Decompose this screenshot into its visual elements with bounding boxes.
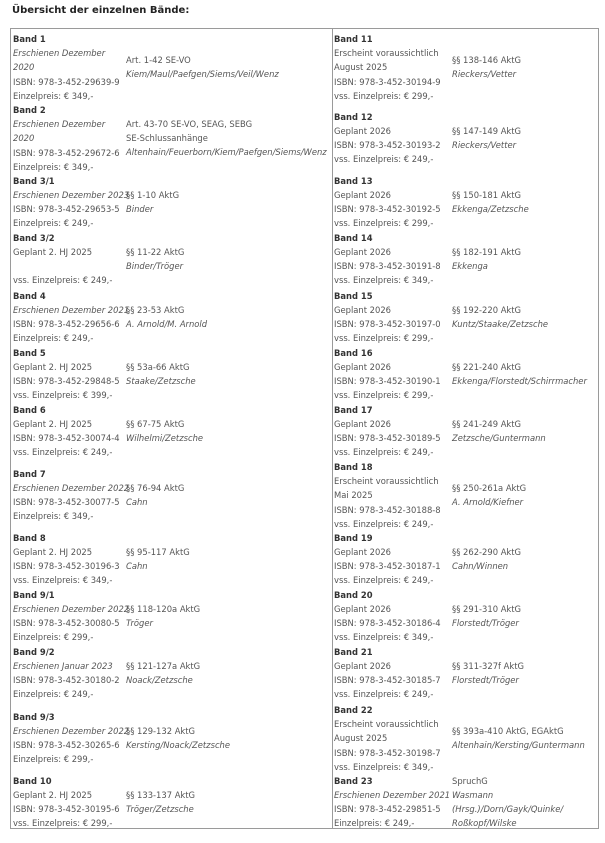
volume-articles: §§ 241-249 AktG [452,419,522,429]
volume-entry [334,531,522,585]
volume-isbn: ISBN: 978-3-452-30080-5 [13,618,120,628]
volume-status: Geplant 2. HJ 2025 [13,419,93,429]
volume-number: Band 15 [334,291,373,301]
volume-number: Band 17 [334,405,373,415]
volume-isbn: ISBN: 978-3-452-29639-9 [13,77,120,87]
volume-number: Band 3/2 [13,233,55,243]
volume-price: Einzelpreis: € 349,- [13,511,94,521]
volume-status: Geplant 2026 [334,419,391,429]
volume-status: Geplant 2026 [334,604,391,614]
volume-status: Geplant 2026 [334,247,391,257]
volume-authors: Tröger [126,618,153,628]
volume-authors: Cahn/Winnen [452,561,509,571]
volume-number: Band 9/2 [13,647,55,657]
volume-articles: §§ 221-240 AktG [452,362,522,372]
volume-status: Geplant 2026 [334,661,391,671]
volume-number: Band 22 [334,705,373,715]
volume-price: vss. Einzelpreis: € 349,- [13,575,113,585]
volume-isbn: ISBN: 978-3-452-30188-8 [334,505,441,515]
volume-articles: SpruchG [452,776,488,786]
volume-authors: Kersting/Noack/Zetzsche [126,740,231,750]
volume-status: Erscheint voraussichtlich [334,48,439,58]
volume-authors: Tröger/Zetzsche [126,804,194,814]
volume-articles: §§ 11-22 AktG [126,247,185,257]
volume-articles: Art. 43-70 SE-VO, SEAG, SEBG [126,119,253,129]
volume-price: vss. Einzelpreis: € 249,- [13,447,113,457]
volumes-table [10,28,599,829]
volume-status: Erschienen Dezember 2021 [13,305,130,315]
volume-authors: Binder [126,204,154,214]
volume-authors: A. Arnold/Kiefner [452,497,524,507]
volume-entry [13,403,204,457]
volume-articles: §§ 76-94 AktG [126,483,185,493]
volume-entry [334,289,549,343]
volume-number: Band 14 [334,233,373,243]
volume-price: vss. Einzelpreis: € 349,- [334,275,434,285]
volume-authors: Kuntz/Staake/Zetzsche [452,319,549,329]
volume-price: vss. Einzelpreis: € 299,- [13,818,113,828]
volume-entry [334,588,522,642]
volume-isbn: ISBN: 978-3-452-30187-1 [334,561,441,571]
volume-isbn: ISBN: 978-3-452-30074-4 [13,433,120,443]
volume-entry [13,588,201,642]
volume-entry [13,289,208,343]
volume-isbn: ISBN: 978-3-452-30265-6 [13,740,120,750]
volume-entry [13,531,190,585]
volume-isbn: ISBN: 978-3-452-30195-6 [13,804,120,814]
volume-price: Einzelpreis: € 299,- [13,632,94,642]
volume-isbn: ISBN: 978-3-452-30197-0 [334,319,441,329]
volume-number: Band 19 [334,533,373,543]
volume-status: 2020 [13,133,35,143]
volume-articles: §§ 291-310 AktG [452,604,522,614]
volume-isbn: ISBN: 978-3-452-29672-6 [13,148,120,158]
volume-isbn: ISBN: 978-3-452-30196-3 [13,561,120,571]
volume-status: Erschienen Dezember 2022 [13,483,130,493]
volume-price: Einzelpreis: € 349,- [13,162,94,172]
volume-articles: §§ 250-261a AktG [452,483,527,493]
volume-articles: §§ 118-120a AktG [126,604,201,614]
volume-entry [334,231,522,285]
volume-isbn: ISBN: 978-3-452-30190-1 [334,376,441,386]
volume-price: vss. Einzelpreis: € 299,- [334,91,434,101]
volume-status: Erschienen Dezember [13,119,106,129]
volume-authors: Cahn [126,561,148,571]
volume-price: Einzelpreis: € 249,- [13,333,94,343]
volume-number: Band 16 [334,348,373,358]
volume-authors: Zetzsche/Guntermann [452,433,546,443]
volume-number: Band 12 [334,112,373,122]
volume-number: Band 4 [13,291,46,301]
volume-entry [334,460,527,529]
volume-isbn: ISBN: 978-3-452-30192-5 [334,204,441,214]
volume-articles: §§ 23-53 AktG [126,305,185,315]
volume-articles: §§ 133-137 AktG [126,790,196,800]
volume-entry [334,110,522,164]
volume-entry [13,774,196,828]
volume-isbn: ISBN: 978-3-452-29848-5 [13,376,120,386]
volume-status: Erschienen Dezember 2021 [334,790,451,800]
volume-entry [13,645,201,699]
volume-number: Band 10 [13,776,52,786]
volume-authors: Binder/Tröger [126,261,184,271]
volume-number: Band 3/1 [13,176,55,186]
volume-entry [13,103,327,172]
volume-status: Erschienen Dezember 2022 [13,726,130,736]
volume-articles: §§ 147-149 AktG [452,126,522,136]
volume-number: Band 18 [334,462,373,472]
volume-isbn: ISBN: 978-3-452-30198-7 [334,748,441,758]
volume-authors: Noack/Zetzsche [126,675,193,685]
volume-entry [334,32,522,101]
volume-status: Erschienen Januar 2023 [13,661,113,671]
volume-price: Einzelpreis: € 349,- [13,91,94,101]
volume-articles: §§ 53a-66 AktG [126,362,190,372]
volume-authors: Florstedt/Tröger [452,675,519,685]
volume-articles: §§ 67-75 AktG [126,419,185,429]
volume-isbn: ISBN: 978-3-452-30193-2 [334,140,441,150]
volume-authors: Rieckers/Vetter [452,140,517,150]
volume-articles: §§ 311-327f AktG [452,661,524,671]
volume-authors: Ekkenga/Florstedt/Schirrmacher [452,376,587,386]
volume-number: Band 2 [13,105,46,115]
volume-articles: Art. 1-42 SE-VO [126,55,191,65]
volume-price: vss. Einzelpreis: € 249,- [334,154,434,164]
volume-number: Band 5 [13,348,46,358]
volume-status: Geplant 2. HJ 2025 [13,547,93,557]
volume-authors: Cahn [126,497,148,507]
volume-price: vss. Einzelpreis: € 349,- [334,762,434,772]
volume-price: vss. Einzelpreis: € 399,- [13,390,113,400]
volume-entry [13,346,196,400]
volume-status: Geplant 2026 [334,547,391,557]
volume-authors: Florstedt/Tröger [452,618,519,628]
volume-number: Band 13 [334,176,373,186]
volume-authors: Staake/Zetzsche [126,376,196,386]
volume-authors: Roßkopf/Wilske [452,818,517,828]
column-divider [332,29,333,828]
volume-price: vss. Einzelpreis: € 299,- [334,333,434,343]
volume-isbn: ISBN: 978-3-452-30194-9 [334,77,441,87]
volume-number: Band 1 [13,34,46,44]
volume-price: vss. Einzelpreis: € 299,- [334,390,434,400]
volume-isbn: ISBN: 978-3-452-30180-2 [13,675,120,685]
volume-authors: Wasmann [452,790,494,800]
volume-status: Geplant 2026 [334,305,391,315]
volume-price: Einzelpreis: € 299,- [13,754,94,764]
volume-entry [334,403,546,457]
volume-authors: Altenhain/Feuerborn/Kiem/Paefgen/Siems/Wenz [126,147,327,157]
page-title: Übersicht der einzelnen Bände: [12,5,190,16]
volume-status: Erschienen Dezember [13,48,106,58]
volume-authors: A. Arnold/M. Arnold [126,319,208,329]
volume-articles: §§ 192-220 AktG [452,305,522,315]
volume-number: Band 6 [13,405,46,415]
volume-price: vss. Einzelpreis: € 249,- [334,689,434,699]
volume-number: Band 23 [334,776,373,786]
volume-number: Band 9/1 [13,590,55,600]
volume-articles: §§ 95-117 AktG [126,547,190,557]
volume-authors: Ekkenga/Zetzsche [452,204,529,214]
volume-isbn: ISBN: 978-3-452-30185-7 [334,675,441,685]
volume-articles: §§ 121-127a AktG [126,661,201,671]
volume-entry [13,32,279,101]
volume-status: Erschienen Dezember 2023 [13,190,130,200]
volume-number: Band 21 [334,647,373,657]
volume-authors: (Hrsg.)/Dorn/Gayk/Quinke/ [452,804,564,814]
volume-number: Band 11 [334,34,373,44]
volume-price: vss. Einzelpreis: € 249,- [334,447,434,457]
volume-isbn: ISBN: 978-3-452-29653-5 [13,204,120,214]
volume-isbn: ISBN: 978-3-452-30191-8 [334,261,441,271]
volume-status: Geplant 2. HJ 2025 [13,362,93,372]
volume-price: Einzelpreis: € 249,- [13,689,94,699]
volume-articles: §§ 1-10 AktG [126,190,180,200]
volume-status: Geplant 2026 [334,126,391,136]
volume-authors: Ekkenga [452,261,488,271]
volume-entry [334,346,587,400]
volume-entry [13,174,180,228]
volume-price: vss. Einzelpreis: € 249,- [334,575,434,585]
volume-entry [334,645,524,699]
volume-authors: Rieckers/Vetter [452,69,517,79]
volume-articles: §§ 129-132 AktG [126,726,196,736]
volume-isbn: ISBN: 978-3-452-30189-5 [334,433,441,443]
volume-entry [334,703,585,772]
volume-number: Band 8 [13,533,46,543]
volume-entry [334,774,564,828]
volume-status: Geplant 2026 [334,190,391,200]
volume-entry [13,710,231,764]
volume-number: Band 20 [334,590,373,600]
volume-price: vss. Einzelpreis: € 249,- [13,275,113,285]
volume-articles: §§ 138-146 AktG [452,55,522,65]
volume-isbn: ISBN: 978-3-452-30186-4 [334,618,441,628]
volume-number: Band 9/3 [13,712,55,722]
volume-status: Geplant 2026 [334,362,391,372]
volume-status: Mai 2025 [334,490,373,500]
volume-isbn: ISBN: 978-3-452-30077-5 [13,497,120,507]
volume-number: Band 7 [13,469,46,479]
volume-status: Erschienen Dezember 2022 [13,604,130,614]
volume-authors: Altenhain/Kersting/Guntermann [452,740,585,750]
volume-price: Einzelpreis: € 249,- [334,818,415,828]
volume-articles: §§ 262-290 AktG [452,547,522,557]
volume-articles: §§ 150-181 AktG [452,190,522,200]
volume-status: Erscheint voraussichtlich [334,476,439,486]
volume-status: Geplant 2. HJ 2025 [13,790,93,800]
volume-price: vss. Einzelpreis: € 249,- [334,519,434,529]
volume-price: Einzelpreis: € 249,- [13,218,94,228]
volume-entry [13,231,185,285]
volume-entry [13,467,185,521]
volume-isbn: ISBN: 978-3-452-29851-5 [334,804,441,814]
volume-status: Geplant 2. HJ 2025 [13,247,93,257]
volume-entry [334,174,529,228]
volume-isbn: ISBN: 978-3-452-29656-6 [13,319,120,329]
volume-status: Erscheint voraussichtlich [334,719,439,729]
volume-articles: SE-Schlussanhänge [126,133,208,143]
volume-articles: §§ 393a-410 AktG, EGAktG [452,726,564,736]
volume-articles: §§ 182-191 AktG [452,247,522,257]
volume-price: vss. Einzelpreis: € 299,- [334,218,434,228]
volume-price: vss. Einzelpreis: € 349,- [334,632,434,642]
volume-status: August 2025 [334,62,388,72]
volume-status: 2020 [13,62,35,72]
volume-authors: Wilhelmi/Zetzsche [126,433,204,443]
volume-authors: Kiem/Maul/Paefgen/Siems/Veil/Wenz [126,69,279,79]
volume-status: August 2025 [334,733,388,743]
